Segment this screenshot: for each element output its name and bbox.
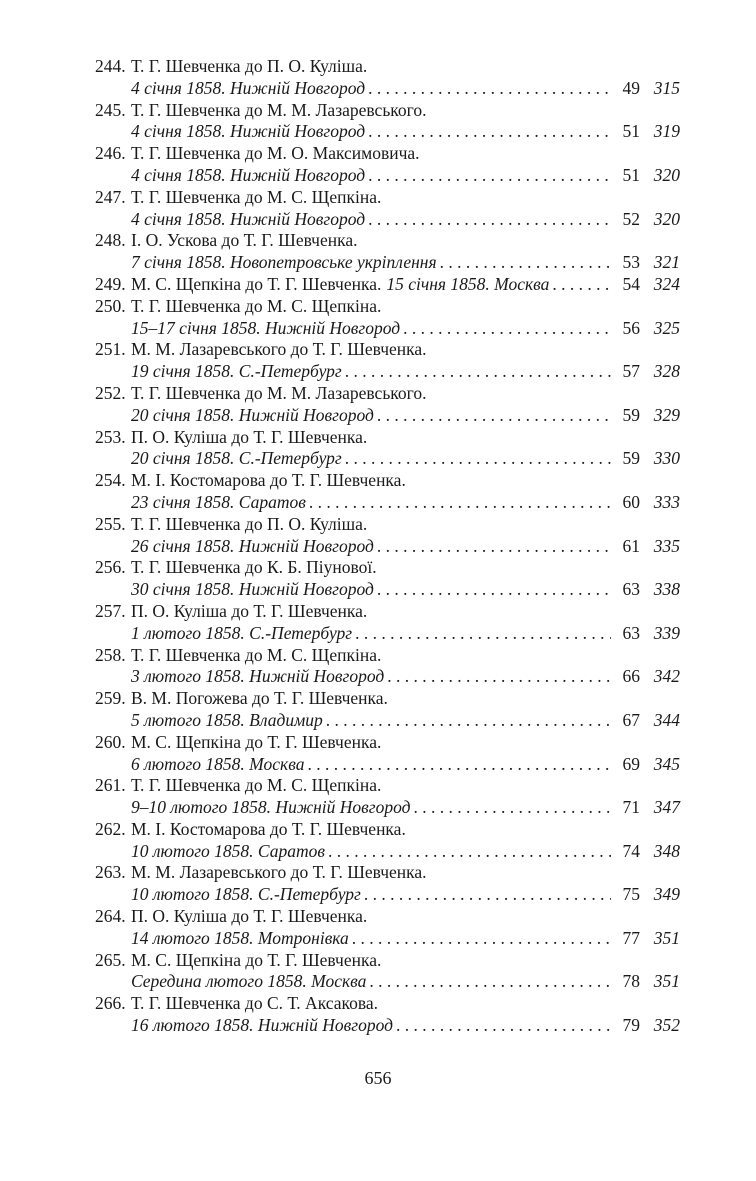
- toc-row-title: [95, 645, 680, 667]
- entry-title: М. С. Щепкіна до Т. Г. Шевченка.: [131, 731, 382, 752]
- toc-row-title: [95, 601, 680, 623]
- toc-row-detail: [95, 492, 680, 514]
- toc-row-detail: [95, 448, 680, 470]
- toc-row-title: [95, 383, 680, 405]
- toc-row-detail: [95, 710, 680, 732]
- entry-title: П. О. Куліша до Т. Г. Шевченка.: [131, 906, 368, 927]
- entry-page: 79: [622, 1015, 640, 1036]
- dot-leader: [355, 623, 611, 645]
- toc-entry: [95, 601, 680, 645]
- entry-number: 247.: [95, 186, 126, 207]
- entry-page: 69: [622, 753, 640, 774]
- entry-page: 67: [622, 709, 640, 730]
- toc-row-detail: [95, 318, 680, 340]
- toc-entry: [95, 906, 680, 950]
- entry-page: 75: [622, 884, 640, 905]
- entry-page: 57: [622, 361, 640, 382]
- entry-detail: 26 січня 1858. Нижній Новгород: [131, 535, 374, 556]
- entry-detail: 4 січня 1858. Нижній Новгород: [131, 121, 366, 142]
- entry-detail: 23 січня 1858. Саратов: [131, 491, 306, 512]
- toc-row-title: [95, 470, 680, 492]
- entry-title: Т. Г. Шевченка до М. С. Щепкіна.: [131, 295, 382, 316]
- entry-number: 263.: [95, 862, 126, 883]
- entry-title: П. О. Куліша до Т. Г. Шевченка.: [131, 426, 368, 447]
- toc-row-title: [95, 906, 680, 928]
- toc-row-title: [95, 56, 680, 78]
- entry-number: 250.: [95, 295, 126, 316]
- toc-entry: [95, 514, 680, 558]
- entry-detail: 20 січня 1858. С.-Петербург: [131, 448, 342, 469]
- entry-number: 266.: [95, 993, 126, 1014]
- entry-detail: Середина лютого 1858. Москва: [131, 971, 367, 992]
- entry-page-commentary: 330: [653, 448, 680, 469]
- entry-detail: 1 лютого 1858. С.-Петербург: [131, 622, 353, 643]
- entry-page-commentary: 344: [653, 709, 680, 730]
- toc-entry: [95, 688, 680, 732]
- toc-entry: [95, 993, 680, 1037]
- toc-row-detail: [95, 405, 680, 427]
- entry-page: 53: [622, 252, 640, 273]
- entry-detail: 10 лютого 1858. Саратов: [131, 840, 325, 861]
- toc-entry: [95, 819, 680, 863]
- entry-number: 252.: [95, 382, 126, 403]
- entry-title: М. С. Щепкіна до Т. Г. Шевченка.: [131, 949, 382, 970]
- toc-entry: [95, 775, 680, 819]
- dot-leader: [328, 841, 611, 863]
- entry-number: 248.: [95, 230, 126, 251]
- entry-page: 71: [622, 797, 640, 818]
- table-of-contents: [95, 56, 680, 1037]
- toc-entry: [95, 230, 680, 274]
- entry-detail: 6 лютого 1858. Москва: [131, 753, 305, 774]
- entry-title: М. І. Костомарова до Т. Г. Шевченка.: [131, 470, 406, 491]
- entry-detail: 4 січня 1858. Нижній Новгород: [131, 164, 366, 185]
- entry-number: 261.: [95, 775, 126, 796]
- entry-detail: 7 січня 1858. Новопетровське укріплення: [131, 252, 437, 273]
- toc-row-detail: [95, 797, 680, 819]
- dot-leader: [377, 536, 611, 558]
- entry-page-commentary: 345: [653, 753, 680, 774]
- entry-page: 52: [622, 208, 640, 229]
- dot-leader: [368, 121, 611, 143]
- entry-page: 60: [622, 491, 640, 512]
- entry-number: 260.: [95, 731, 126, 752]
- entry-detail: 16 лютого 1858. Нижній Новгород: [131, 1015, 393, 1036]
- entry-page: 51: [622, 164, 640, 185]
- entry-title: Т. Г. Шевченка до К. Б. Піунової.: [131, 557, 377, 578]
- entry-detail: 3 лютого 1858. Нижній Новгород: [131, 666, 385, 687]
- entry-page-commentary: 321: [653, 252, 680, 273]
- dot-leader: [396, 1015, 611, 1037]
- entry-page-commentary: 320: [653, 208, 680, 229]
- entry-title: Т. Г. Шевченка до М. С. Щепкіна.: [131, 186, 382, 207]
- toc-entry: [95, 950, 680, 994]
- dot-leader: [377, 579, 611, 601]
- toc-row-title: [95, 775, 680, 797]
- entry-page: 56: [622, 317, 640, 338]
- toc-row-detail: [95, 579, 680, 601]
- entry-page-commentary: 338: [653, 579, 680, 600]
- entry-page-commentary: 315: [653, 77, 680, 98]
- entry-page-commentary: 325: [653, 317, 680, 338]
- dot-leader: [387, 666, 611, 688]
- dot-leader: [309, 492, 611, 514]
- entry-title: В. М. Погожева до Т. Г. Шевченка.: [131, 688, 388, 709]
- entry-title: Т. Г. Шевченка до С. Т. Аксакова.: [131, 993, 379, 1014]
- toc-entry: [95, 470, 680, 514]
- toc-row-title: [95, 187, 680, 209]
- entry-page-commentary: 324: [653, 273, 680, 294]
- toc-entry: [95, 732, 680, 776]
- toc-row-detail: [95, 78, 680, 100]
- entry-title: Т. Г. Шевченка до М. М. Лазаревського.: [131, 382, 427, 403]
- entry-page: 59: [622, 404, 640, 425]
- entry-page: 77: [622, 927, 640, 948]
- entry-title: Т. Г. Шевченка до М. О. Максимовича.: [131, 143, 420, 164]
- entry-number: 253.: [95, 426, 126, 447]
- entry-number: 258.: [95, 644, 126, 665]
- toc-row-title: [95, 950, 680, 972]
- dot-leader: [364, 884, 611, 906]
- toc-entry: [95, 339, 680, 383]
- toc-row-title: [95, 862, 680, 884]
- page-number: 656: [364, 1068, 392, 1088]
- dot-leader: [307, 754, 611, 776]
- dot-leader: [368, 165, 611, 187]
- entry-detail: 4 січня 1858. Нижній Новгород: [131, 77, 366, 98]
- entry-number: 257.: [95, 600, 126, 621]
- dot-leader: [403, 318, 611, 340]
- toc-row-detail: [95, 165, 680, 187]
- entry-page-commentary: 352: [653, 1015, 680, 1036]
- entry-page-commentary: 333: [653, 491, 680, 512]
- entry-detail: 5 лютого 1858. Владимир: [131, 709, 323, 730]
- entry-page-commentary: 320: [653, 164, 680, 185]
- toc-entry: [95, 383, 680, 427]
- entry-page: 78: [622, 971, 640, 992]
- entry-detail: 19 січня 1858. С.-Петербург: [131, 361, 342, 382]
- entry-page: 51: [622, 121, 640, 142]
- toc-row-detail: [95, 121, 680, 143]
- toc-row-detail: [95, 754, 680, 776]
- toc-entry: [95, 557, 680, 601]
- toc-row-title: [95, 993, 680, 1015]
- entry-number: 265.: [95, 949, 126, 970]
- entry-page: 49: [622, 77, 640, 98]
- toc-entry: [95, 56, 680, 100]
- dot-leader: [352, 928, 611, 950]
- dot-leader: [552, 274, 611, 296]
- dot-leader: [368, 209, 611, 231]
- entry-title: Т. Г. Шевченка до М. С. Щепкіна.: [131, 644, 382, 665]
- entry-title: Т. Г. Шевченка до П. О. Куліша.: [131, 513, 368, 534]
- entry-number: 264.: [95, 906, 126, 927]
- entry-page: 61: [622, 535, 640, 556]
- toc-entry: [95, 187, 680, 231]
- toc-entry: [95, 427, 680, 471]
- dot-leader: [369, 971, 611, 993]
- entry-page-commentary: 328: [653, 361, 680, 382]
- toc-entry: [95, 143, 680, 187]
- entry-page: 66: [622, 666, 640, 687]
- entry-detail: 14 лютого 1858. Мотронівка: [131, 927, 349, 948]
- toc-row-title: [95, 732, 680, 754]
- entry-detail: 10 лютого 1858. С.-Петербург: [131, 884, 361, 905]
- dot-leader: [368, 78, 611, 100]
- entry-number: 259.: [95, 688, 126, 709]
- toc-row-detail: [95, 884, 680, 906]
- toc-entry: [95, 862, 680, 906]
- entry-page-commentary: 319: [653, 121, 680, 142]
- toc-row-detail: [95, 1015, 680, 1037]
- entry-number: 256.: [95, 557, 126, 578]
- toc-row-detail: [95, 252, 680, 274]
- toc-row-title: [95, 427, 680, 449]
- entry-number: 251.: [95, 339, 126, 360]
- entry-detail: 15–17 січня 1858. Нижній Новгород: [131, 317, 401, 338]
- entry-page-commentary: 351: [653, 971, 680, 992]
- toc-row-detail: [95, 841, 680, 863]
- entry-title: М. М. Лазаревського до Т. Г. Шевченка.: [131, 339, 427, 360]
- entry-number: 262.: [95, 818, 126, 839]
- toc-row-title: [95, 514, 680, 536]
- entry-page-commentary: 335: [653, 535, 680, 556]
- toc-row-title: [95, 688, 680, 710]
- toc-row-title: [95, 557, 680, 579]
- entry-number: 244.: [95, 56, 126, 76]
- entry-page-commentary: 348: [653, 840, 680, 861]
- entry-detail: 4 січня 1858. Нижній Новгород: [131, 208, 366, 229]
- entry-number: 246.: [95, 143, 126, 164]
- toc-row-title: [95, 819, 680, 841]
- entry-detail: 9–10 лютого 1858. Нижній Новгород: [131, 797, 411, 818]
- entry-title: І. О. Ускова до Т. Г. Шевченка.: [131, 230, 358, 251]
- toc-entry: [95, 296, 680, 340]
- entry-title: Т. Г. Шевченка до М. М. Лазаревського.: [131, 99, 427, 120]
- entry-page: 63: [622, 622, 640, 643]
- toc-row-title: [95, 143, 680, 165]
- entry-page-commentary: 329: [653, 404, 680, 425]
- dot-leader: [440, 252, 611, 274]
- entry-page-commentary: 339: [653, 622, 680, 643]
- toc-row-detail: [95, 666, 680, 688]
- dot-leader: [377, 405, 611, 427]
- toc-row: [95, 274, 680, 296]
- entry-detail: 15 січня 1858. Москва: [386, 273, 550, 294]
- toc-row-title: [95, 296, 680, 318]
- entry-detail: 30 січня 1858. Нижній Новгород: [131, 579, 374, 600]
- entry-page-commentary: 342: [653, 666, 680, 687]
- toc-row-detail: [95, 623, 680, 645]
- entry-page-commentary: 351: [653, 927, 680, 948]
- entry-title: Т. Г. Шевченка до П. О. Куліша.: [131, 56, 368, 76]
- entry-title: М. С. Щепкіна до Т. Г. Шевченка.: [131, 273, 382, 294]
- entry-page-commentary: 347: [653, 797, 680, 818]
- toc-row-title: [95, 100, 680, 122]
- toc-row-detail: [95, 928, 680, 950]
- entry-page: 59: [622, 448, 640, 469]
- entry-number: 254.: [95, 470, 126, 491]
- toc-entry: [95, 274, 680, 296]
- toc-entry: [95, 100, 680, 144]
- toc-row-detail: [95, 209, 680, 231]
- entry-number: 249.: [95, 273, 126, 294]
- toc-row-detail: [95, 361, 680, 383]
- entry-detail: 20 січня 1858. Нижній Новгород: [131, 404, 374, 425]
- entry-page: 74: [622, 840, 640, 861]
- entry-title: П. О. Куліша до Т. Г. Шевченка.: [131, 600, 368, 621]
- toc-entry: [95, 645, 680, 689]
- dot-leader: [345, 361, 611, 383]
- entry-number: 255.: [95, 513, 126, 534]
- entry-title: М. М. Лазаревського до Т. Г. Шевченка.: [131, 862, 427, 883]
- toc-row-detail: [95, 971, 680, 993]
- entry-title: Т. Г. Шевченка до М. С. Щепкіна.: [131, 775, 382, 796]
- toc-row-title: [95, 339, 680, 361]
- dot-leader: [326, 710, 611, 732]
- entry-page-commentary: 349: [653, 884, 680, 905]
- entry-page: 54: [622, 273, 640, 294]
- entry-number: 245.: [95, 99, 126, 120]
- dot-leader: [345, 448, 611, 470]
- entry-page: 63: [622, 579, 640, 600]
- entry-title: М. І. Костомарова до Т. Г. Шевченка.: [131, 818, 406, 839]
- toc-row-detail: [95, 536, 680, 558]
- toc-row-title: [95, 230, 680, 252]
- dot-leader: [413, 797, 611, 819]
